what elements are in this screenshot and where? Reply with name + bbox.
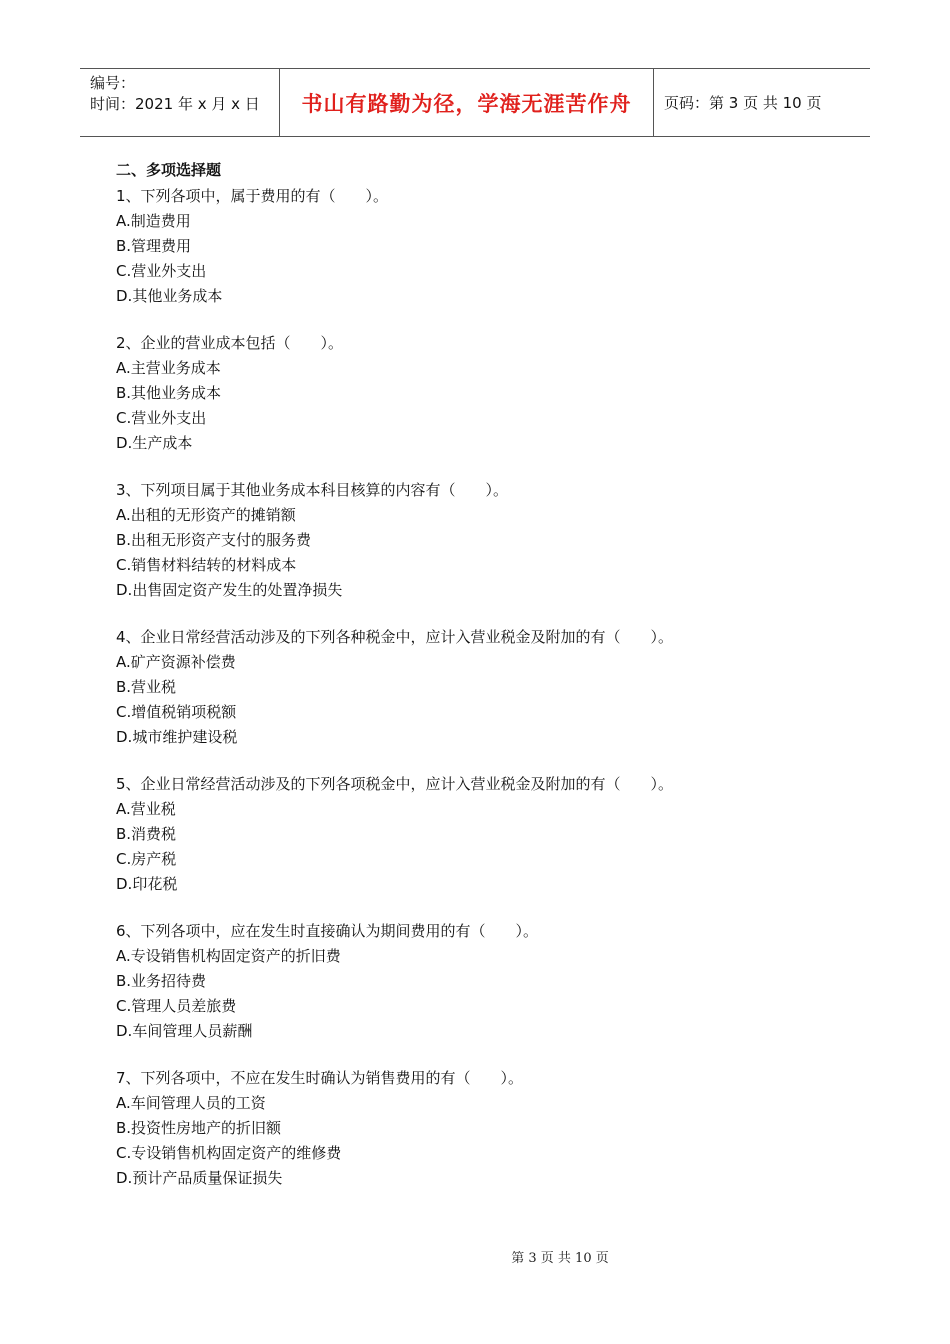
option-d: D.印花税 — [116, 875, 178, 893]
question-2 — [116, 331, 856, 456]
option-c: C.管理人员差旅费 — [116, 997, 237, 1015]
question-stem: 5、企业日常经营活动涉及的下列各项税金中，应计入营业税金及附加的有（ ）。 — [116, 775, 674, 793]
option-a: A.主营业务成本 — [116, 359, 221, 377]
option-b: B.管理费用 — [116, 237, 192, 255]
option-c: C.营业外支出 — [116, 262, 207, 280]
question-stem: 3、下列项目属于其他业务成本科目核算的内容有（ ）。 — [116, 481, 509, 499]
option-c: C.营业外支出 — [116, 409, 207, 427]
option-b: B.营业税 — [116, 678, 177, 696]
option-b: B.消费税 — [116, 825, 177, 843]
question-stem: 1、下列各项中，属于费用的有（ ）。 — [116, 187, 389, 205]
option-d: D.城市维护建设税 — [116, 728, 238, 746]
option-d: D.预计产品质量保证损失 — [116, 1169, 283, 1187]
question-stem: 4、企业日常经营活动涉及的下列各种税金中，应计入营业税金及附加的有（ ）。 — [116, 628, 674, 646]
header-meta — [80, 69, 280, 136]
option-c: C.增值税销项税额 — [116, 703, 237, 721]
header-motto: 书山有路勤为径，学海无涯苦作舟 — [280, 69, 654, 136]
page-footer — [0, 1247, 950, 1266]
question-stem: 2、企业的营业成本包括（ ）。 — [116, 334, 344, 352]
option-d: D.出售固定资产发生的处置净损失 — [116, 581, 343, 599]
option-b: B.业务招待费 — [116, 972, 207, 990]
option-d: D.车间管理人员薪酬 — [116, 1022, 253, 1040]
footer-page-number: 第 3 页 共 10 页 — [511, 1251, 609, 1266]
option-b: B.投资性房地产的折旧额 — [116, 1119, 282, 1137]
option-b: B.其他业务成本 — [116, 384, 222, 402]
question-7 — [116, 1066, 856, 1191]
option-a: A.矿产资源补偿费 — [116, 653, 236, 671]
option-d: D.生产成本 — [116, 434, 193, 452]
question-1 — [116, 184, 856, 309]
question-5 — [116, 772, 856, 897]
date-label: 时间：2021 年 x 月 x 日 — [90, 95, 260, 113]
option-a: A.营业税 — [116, 800, 176, 818]
page-header — [80, 68, 870, 137]
question-4 — [116, 625, 856, 750]
option-a: A.专设销售机构固定资产的折旧费 — [116, 947, 341, 965]
question-stem: 6、下列各项中，应在发生时直接确认为期间费用的有（ ）。 — [116, 922, 539, 940]
option-a: A.出租的无形资产的摊销额 — [116, 506, 296, 524]
question-6 — [116, 919, 856, 1044]
option-a: A.制造费用 — [116, 212, 191, 230]
option-c: C.销售材料结转的材料成本 — [116, 556, 297, 574]
header-page-info: 页码：第 3 页 共 10 页 — [664, 94, 822, 112]
question-stem: 7、下列各项中，不应在发生时确认为销售费用的有（ ）。 — [116, 1069, 524, 1087]
number-label: 编号： — [90, 74, 136, 92]
section-title: 二、多项选择题 — [116, 161, 222, 179]
question-3 — [116, 478, 856, 603]
option-c: C.专设销售机构固定资产的维修费 — [116, 1144, 342, 1162]
option-b: B.出租无形资产支付的服务费 — [116, 531, 312, 549]
document-body — [116, 159, 856, 1213]
option-a: A.车间管理人员的工资 — [116, 1094, 266, 1112]
option-d: D.其他业务成本 — [116, 287, 223, 305]
option-c: C.房产税 — [116, 850, 177, 868]
